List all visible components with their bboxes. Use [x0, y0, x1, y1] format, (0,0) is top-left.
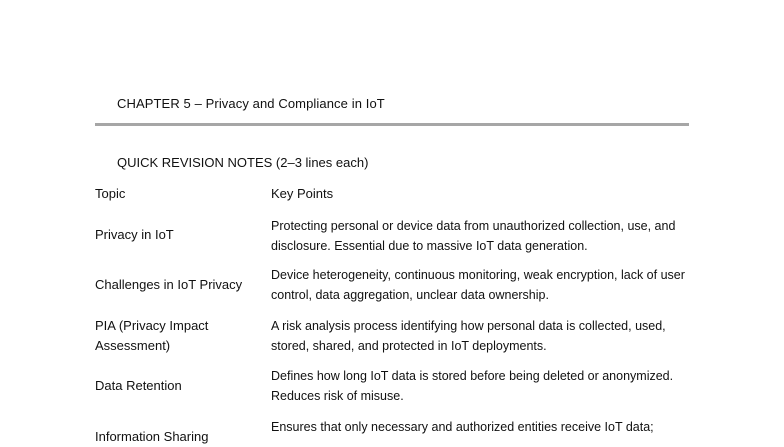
row-topic: Challenges in IoT Privacy — [95, 277, 243, 292]
row-topic: Privacy in IoT — [95, 227, 174, 242]
chapter-title: CHAPTER 5 – Privacy and Compliance in IoT — [117, 96, 385, 111]
row-topic: Information Sharing — [95, 429, 209, 444]
section-title: QUICK REVISION NOTES (2–3 lines each) — [117, 155, 369, 170]
column-header-topic: Topic — [95, 186, 126, 201]
column-header-key-points: Key Points — [271, 186, 334, 201]
row-key-points: Ensures that only necessary and authorized entities receive IoT data; — [271, 420, 654, 434]
row-key-points: Device heterogeneity, continuous monitoring, weak encryption, lack of user control, data aggregation, unclear data ownership. — [271, 268, 685, 302]
row-topic: Data Retention — [95, 378, 182, 393]
row-topic: PIA (Privacy Impact Assessment) — [95, 318, 209, 353]
row-key-points: Protecting personal or device data from unauthorized collection, use, and disclosure. Essential due to massive IoT data generation. — [271, 219, 676, 253]
horizontal-rule — [95, 123, 689, 126]
row-key-points: Defines how long IoT data is stored before being deleted or anonymized. Reduces risk of misuse. — [271, 369, 674, 403]
row-key-points: A risk analysis process identifying how personal data is collected, used, stored, shared, and protected in IoT deployments. — [271, 319, 666, 353]
